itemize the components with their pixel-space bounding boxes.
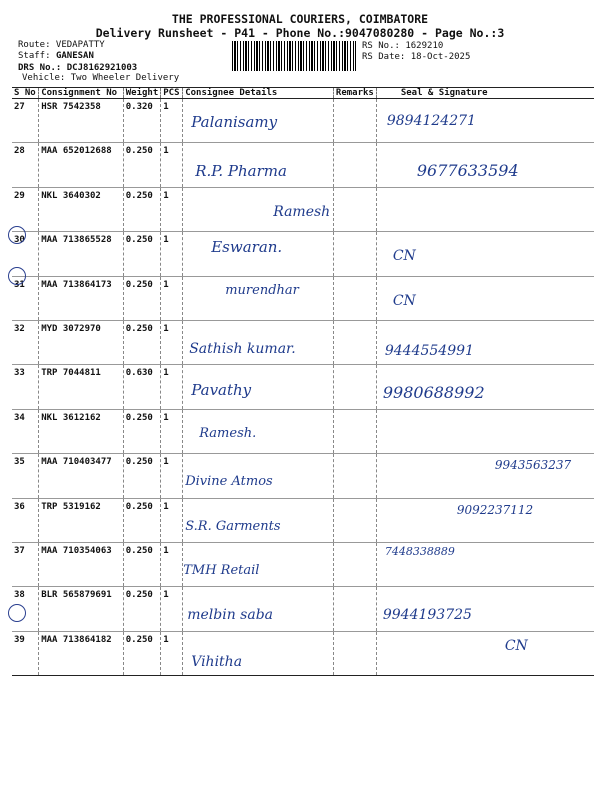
table-row: [12, 631, 594, 675]
cell-pcs: 1: [161, 232, 183, 276]
cell-remarks: [333, 631, 376, 675]
header-remarks: Remarks: [333, 88, 376, 99]
cell-sno: 33: [12, 365, 39, 409]
cell-signature: [376, 454, 594, 498]
cell-consignment: MAA 713865528: [39, 232, 124, 276]
table-row: [12, 542, 594, 586]
cell-sno: 27: [12, 99, 39, 143]
cell-pcs: 1: [161, 187, 183, 231]
consignee-handwriting: Divine Atmos: [185, 474, 273, 490]
signature-handwriting: 7448338889: [384, 544, 455, 558]
circle-mark-row-31: [8, 267, 26, 285]
consignee-handwriting: Ramesh.: [199, 425, 257, 441]
cell-consignment: MAA 710403477: [39, 454, 124, 498]
cell-pcs: 1: [161, 498, 183, 542]
table-row: [12, 187, 594, 231]
cell-sno: 35: [12, 454, 39, 498]
cell-consignee: [183, 498, 334, 542]
cell-consignee: [183, 99, 334, 143]
cell-weight: 0.250: [123, 631, 161, 675]
cell-remarks: [333, 99, 376, 143]
cell-signature: [376, 187, 594, 231]
consignee-handwriting: TMH Retail: [183, 562, 260, 578]
cell-consignment: MAA 710354063: [39, 542, 124, 586]
cell-consignment: NKL 3640302: [39, 187, 124, 231]
cell-consignee: [183, 631, 334, 675]
runsheet-table: [12, 87, 594, 676]
staff-name: GANESAN: [55, 51, 94, 61]
cell-weight: 0.250: [123, 409, 161, 453]
cell-weight: 0.250: [123, 454, 161, 498]
consignee-handwriting: S.R. Garments: [185, 518, 281, 534]
table-header-row: [12, 88, 594, 99]
cell-consignment: TRP 7044811: [39, 365, 124, 409]
header-consignment: Consignment No: [39, 88, 124, 99]
cell-consignee: [183, 143, 334, 187]
header-sno: S No: [12, 88, 39, 99]
cell-sno: 31: [12, 276, 39, 320]
staff-line: [18, 51, 94, 62]
cell-signature: [376, 99, 594, 143]
cell-weight: 0.320: [123, 99, 161, 143]
cell-pcs: 1: [161, 587, 183, 631]
cell-remarks: [333, 276, 376, 320]
cell-consignment: MYD 3072970: [39, 320, 124, 364]
header-consignee: Consignee Details: [183, 88, 334, 99]
signature-handwriting: 9444554991: [384, 342, 474, 359]
cell-weight: 0.250: [123, 498, 161, 542]
table-row: [12, 232, 594, 276]
cell-remarks: [333, 409, 376, 453]
consignee-handwriting: Vihitha: [191, 653, 243, 670]
cell-remarks: [333, 365, 376, 409]
cell-sno: 36: [12, 498, 39, 542]
table-row: [12, 409, 594, 453]
consignee-handwriting: Palanisamy: [191, 113, 278, 131]
table-row: [12, 276, 594, 320]
cell-consignee: [183, 542, 334, 586]
cell-sno: 29: [12, 187, 39, 231]
cell-signature: [376, 542, 594, 586]
consignee-handwriting: melbin saba: [187, 607, 274, 624]
company-title: THE PROFESSIONAL COURIERS, COIMBATORE: [171, 12, 429, 26]
consignee-handwriting: Ramesh: [273, 203, 331, 220]
cell-sno: 28: [12, 143, 39, 187]
cell-remarks: [333, 232, 376, 276]
cell-remarks: [333, 542, 376, 586]
cell-pcs: 1: [161, 143, 183, 187]
table-row: [12, 99, 594, 143]
cell-sno: 39: [12, 631, 39, 675]
cell-signature: [376, 631, 594, 675]
staff-label: Staff:: [18, 51, 51, 61]
consignee-handwriting: Sathish kumar.: [189, 340, 296, 357]
table-row: [12, 587, 594, 631]
cell-consignment: BLR 565879691: [39, 587, 124, 631]
cell-consignment: TRP 5319162: [39, 498, 124, 542]
cell-pcs: 1: [161, 99, 183, 143]
cell-weight: 0.250: [123, 232, 161, 276]
cell-sno: 32: [12, 320, 39, 364]
cell-consignee: [183, 232, 334, 276]
cell-remarks: [333, 587, 376, 631]
consignee-handwriting: Pavathy: [191, 381, 252, 400]
cell-pcs: 1: [161, 409, 183, 453]
circle-mark-row-39: [8, 604, 26, 622]
circle-mark-row-30: [8, 226, 26, 244]
cell-sno: 38: [12, 587, 39, 631]
consignee-handwriting: murendhar: [225, 282, 299, 298]
cell-pcs: 1: [161, 631, 183, 675]
cell-remarks: [333, 320, 376, 364]
cell-pcs: 1: [161, 454, 183, 498]
rs-date: RS Date: 18-Oct-2025: [362, 52, 471, 62]
cell-weight: 0.250: [123, 542, 161, 586]
cell-consignee: [183, 409, 334, 453]
cell-consignee: [183, 587, 334, 631]
cell-signature: [376, 409, 594, 453]
cell-pcs: 1: [161, 365, 183, 409]
cell-remarks: [333, 143, 376, 187]
cell-signature: [376, 143, 594, 187]
signature-handwriting: 9092237112: [456, 502, 534, 517]
cell-weight: 0.250: [123, 587, 161, 631]
runsheet-subtitle: Delivery Runsheet - P41 - Phone No.:9047080280 - Page No.:3: [95, 26, 505, 40]
cell-signature: [376, 587, 594, 631]
cell-remarks: [333, 498, 376, 542]
cell-weight: 0.250: [123, 320, 161, 364]
cell-pcs: 1: [161, 320, 183, 364]
cell-weight: 0.250: [123, 187, 161, 231]
cell-signature: [376, 232, 594, 276]
cell-consignee: [183, 365, 334, 409]
cell-consignee: [183, 320, 334, 364]
consignee-handwriting: R.P. Pharma: [195, 162, 287, 181]
signature-handwriting: 9894124271: [386, 113, 476, 129]
cell-pcs: 1: [161, 276, 183, 320]
cell-remarks: [333, 187, 376, 231]
vehicle-label: Vehicle: Two Wheeler Delivery: [22, 73, 180, 83]
consignee-handwriting: Eswaran.: [211, 238, 283, 257]
table-row: [12, 454, 594, 498]
cell-consignee: [183, 454, 334, 498]
cell-sno: 37: [12, 542, 39, 586]
drs-number: DRS No.: DCJ8162921003: [18, 63, 138, 73]
rs-number: RS No.: 1629210: [362, 41, 444, 51]
cell-weight: 0.250: [123, 276, 161, 320]
cell-sno: 34: [12, 409, 39, 453]
signature-handwriting: CN: [392, 248, 416, 265]
table-row: [12, 498, 594, 542]
header-weight: Weight: [123, 88, 161, 99]
cell-signature: [376, 365, 594, 409]
cell-consignee: [183, 187, 334, 231]
cell-consignment: MAA 652012688: [39, 143, 124, 187]
cell-consignment: MAA 713864173: [39, 276, 124, 320]
table-row: [12, 320, 594, 364]
route-label: Route: VEDAPATTY: [18, 40, 105, 50]
cell-sno: 30: [12, 232, 39, 276]
signature-handwriting: 9943563237: [494, 458, 572, 473]
cell-signature: [376, 276, 594, 320]
header-pcs: PCS: [161, 88, 183, 99]
cell-pcs: 1: [161, 542, 183, 586]
signature-handwriting: 9677633594: [416, 161, 519, 181]
cell-consignment: MAA 713864182: [39, 631, 124, 675]
signature-handwriting: CN: [392, 292, 416, 309]
cell-weight: 0.630: [123, 365, 161, 409]
signature-handwriting: 9944193725: [382, 607, 472, 624]
cell-consignment: HSR 7542358: [39, 99, 124, 143]
cell-consignee: [183, 276, 334, 320]
cell-consignment: NKL 3612162: [39, 409, 124, 453]
table-row: [12, 365, 594, 409]
table-row: [12, 143, 594, 187]
header-signature: Seal & Signature: [376, 88, 594, 99]
cell-remarks: [333, 454, 376, 498]
signature-handwriting: CN: [504, 637, 528, 654]
barcode: [232, 41, 356, 71]
signature-handwriting: 9980688992: [382, 383, 485, 403]
cell-signature: [376, 320, 594, 364]
cell-weight: 0.250: [123, 143, 161, 187]
cell-signature: [376, 498, 594, 542]
